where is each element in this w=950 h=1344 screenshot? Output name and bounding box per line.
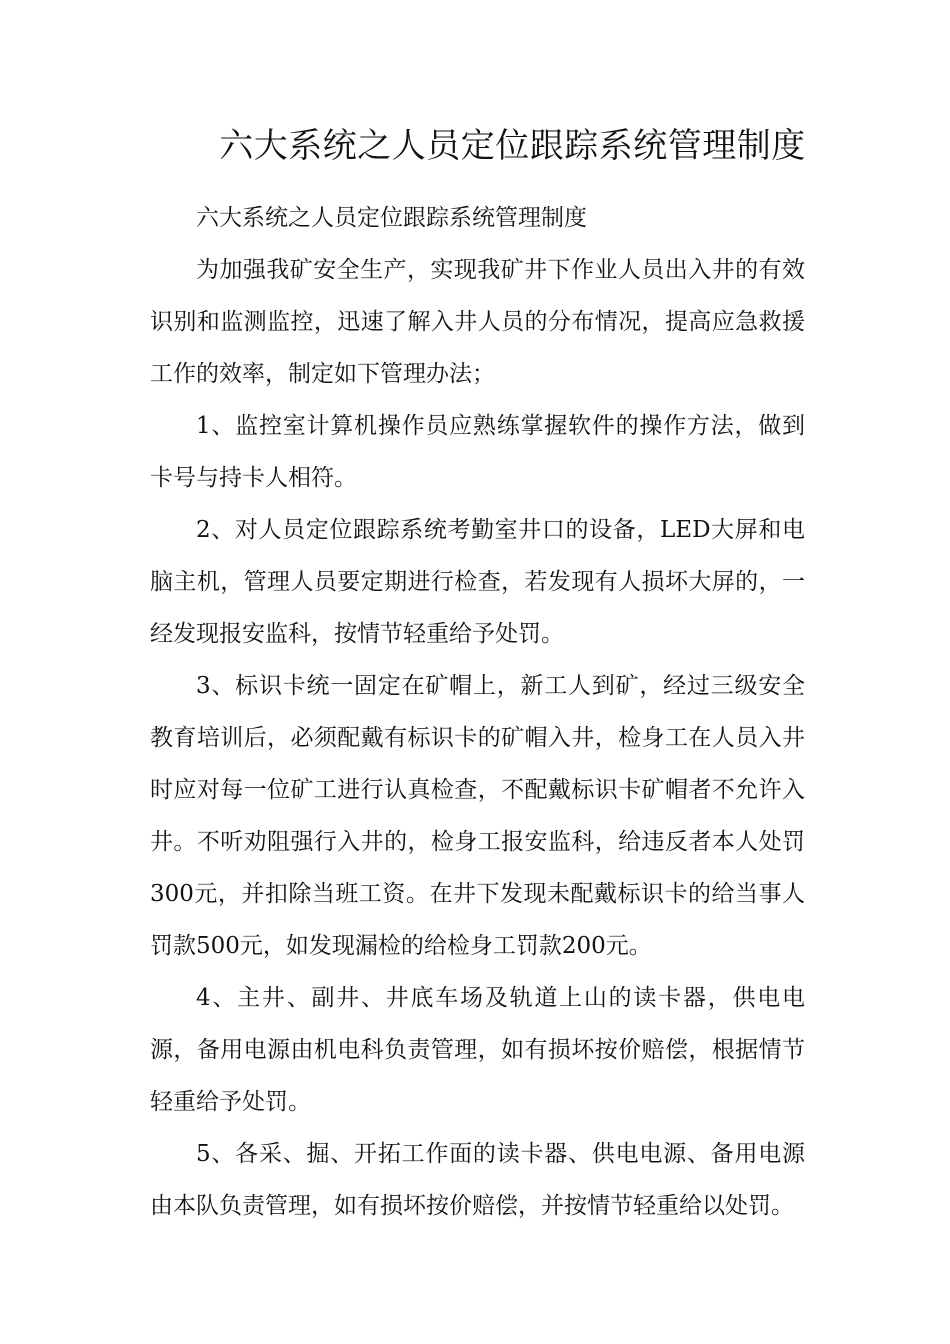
document-body (150, 192, 805, 1232)
paragraph-rule-3: 3、标识卡统一固定在矿帽上，新工人到矿，经过三级安全教育培训后，必须配戴有标识卡的矿帽入井，检身工在人员入井时应对每一位矿工进行认真检查，不配戴标识卡矿帽者不允许入井。不听劝阻强行入井的，检身工报安监科，给违反者本人处罚300元，并扣除当班工资。在井下发现未配戴标识卡的给当事人罚款500元，如发现漏检的给检身工罚款200元。 (150, 673, 805, 959)
document-title: 六大系统之人员定位跟踪系统管理制度 (219, 126, 806, 166)
paragraph-rule-2: 2、对人员定位跟踪系统考勤室井口的设备，LED大屏和电脑主机，管理人员要定期进行检查，若发现有人损坏大屏的，一经发现报安监科，按情节轻重给予处罚。 (150, 517, 805, 647)
paragraph-rule-4: 4、主井、副井、井底车场及轨道上山的读卡器，供电电源，备用电源由机电科负责管理，如有损坏按价赔偿，根据情节轻重给予处罚。 (150, 985, 805, 1115)
paragraph-rule-5: 5、各采、掘、开拓工作面的读卡器、供电电源、备用电源由本队负责管理，如有损坏按价赔偿，并按情节轻重给以处罚。 (150, 1141, 805, 1219)
paragraph-intro: 为加强我矿安全生产，实现我矿井下作业人员出入井的有效识别和监测监控，迅速了解入井人员的分布情况，提高应急救援工作的效率，制定如下管理办法； (150, 257, 805, 387)
paragraph-rule-1: 1、监控室计算机操作员应熟练掌握软件的操作方法，做到卡号与持卡人相符。 (150, 413, 805, 491)
paragraph-subtitle: 六大系统之人员定位跟踪系统管理制度 (196, 205, 587, 231)
